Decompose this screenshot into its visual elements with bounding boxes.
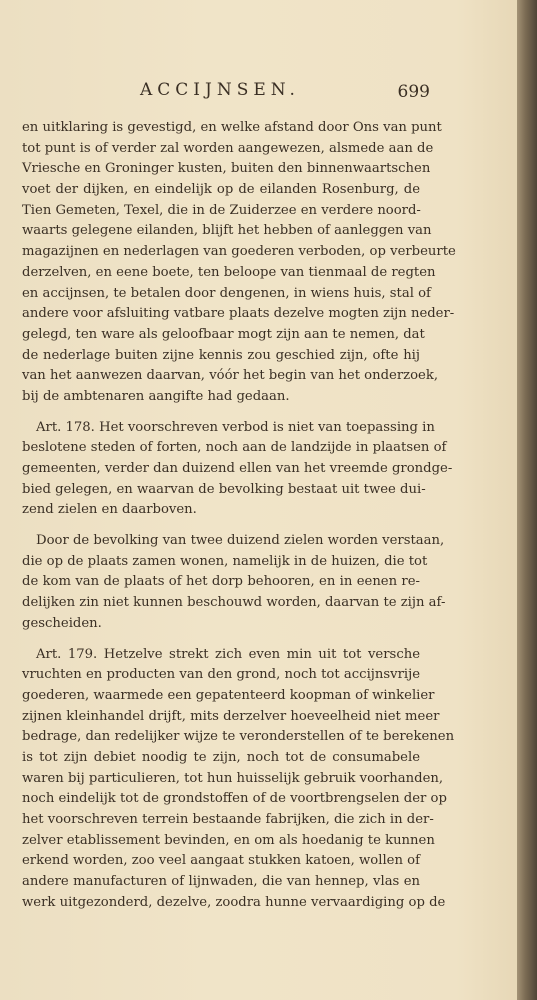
- text-line: gelegd, ten ware als geloofbaar mogt zijn aan te nemen, dat: [22, 326, 425, 342]
- text-line: het voorschreven terrein bestaande fabrijken, die zich in der-: [22, 812, 434, 827]
- text-line: erkend worden, zoo veel aangaat stukken katoen, wollen of: [22, 853, 420, 869]
- text-line: zelver etablissement bevinden, en om als hoedanig te kunnen: [22, 832, 435, 848]
- text-line: vruchten en producten van den grond, noch tot accijnsvrije: [22, 667, 420, 683]
- text-line: de nederlage buiten zijne kennis zou geschied zijn, ofte hij: [22, 347, 420, 363]
- text-line: bij de ambtenaren aangifte had gedaan.: [22, 388, 290, 404]
- body-text: [22, 118, 456, 913]
- text-line: die op de plaats zamen wonen, namelijk in de huizen, die tot: [22, 553, 428, 569]
- text-line: gescheiden.: [22, 615, 102, 631]
- text-line: derzelven, en eene boete, ten beloope van tienmaal de regten: [22, 264, 436, 280]
- text-line: delijken zin niet kunnen beschouwd worden, daarvan te zijn af-: [22, 595, 446, 611]
- page-header: [140, 80, 430, 110]
- text-line: voet der dijken, en eindelijk op de eilanden Rosenburg, de: [22, 182, 420, 198]
- text-line: noch eindelijk tot de grondstoffen of de voortbrengselen der op: [22, 791, 447, 807]
- paragraph: [22, 531, 446, 634]
- text-line: zijnen kleinhandel drijft, mits derzelver hoeveelheid niet meer: [22, 708, 440, 724]
- page-edge-shadow: [517, 0, 537, 1000]
- text-line: de kom van de plaats of het dorp behooren, en in eenen re-: [22, 574, 420, 590]
- text-line: Art. 178. Het voorschreven verbod is niet van toepassing in: [36, 419, 435, 435]
- page-number: 699: [397, 82, 430, 102]
- paragraph: [22, 118, 456, 408]
- text-line: waarts gelegene eilanden, blijft het hebben of aanleggen van: [22, 223, 432, 239]
- text-line: bied gelegen, en waarvan de bevolking bestaat uit twee dui-: [22, 481, 426, 497]
- text-line: Art. 179. Hetzelve strekt zich even min uit tot versche: [36, 646, 420, 662]
- text-line: tot punt is of verder zal worden aangewezen, alsmede aan de: [22, 140, 434, 156]
- text-line: en uitklaring is gevestigd, en welke afstand door Ons van punt: [22, 120, 442, 135]
- text-line: goederen, waarmede een gepatenteerd koopman of winkelier: [22, 687, 435, 703]
- text-line: andere manufacturen of lijnwaden, die van hennep, vlas en: [22, 874, 420, 890]
- text-line: Vriesche en Groninger kusten, buiten den binnenwaartschen: [22, 161, 431, 177]
- text-line: zend zielen en daarboven.: [22, 502, 197, 518]
- text-line: Tien Gemeten, Texel, die in de Zuiderzee en verdere noord-: [22, 202, 421, 218]
- text-line: van het aanwezen daarvan, vóór het begin van het onderzoek,: [22, 368, 439, 384]
- text-line: is tot zijn debiet noodig te zijn, noch tot de consumabele: [22, 749, 420, 765]
- text-line: werk uitgezonderd, dezelve, zoodra hunne vervaardiging op de: [22, 894, 446, 910]
- paragraph: [22, 418, 453, 521]
- text-line: gemeenten, verder dan duizend ellen van het vreemde grondge-: [22, 461, 453, 476]
- text-line: magazijnen en nederlagen van goederen verboden, op verbeurte: [22, 244, 456, 260]
- paragraph-gap: [22, 521, 420, 531]
- paragraph-gap: [22, 635, 420, 645]
- text-line: beslotene steden of forten, noch aan de landzijde in plaatsen of: [22, 440, 447, 456]
- text-line: en accijnsen, te betalen door dengenen, in wiens huis, stal of: [22, 285, 431, 301]
- paragraph-gap: [22, 408, 420, 418]
- running-head: ACCIJNSEN.: [140, 80, 300, 100]
- text-line: Door de bevolking van twee duizend zielen worden verstaan,: [36, 533, 445, 549]
- text-line: waren bij particulieren, tot hun huisselijk gebruik voorhanden,: [22, 770, 444, 786]
- text-line: andere voor afsluiting vatbare plaats dezelve mogten zijn neder-: [22, 306, 455, 322]
- text-line: bedrage, dan redelijker wijze te veronderstellen of te berekenen: [22, 729, 455, 745]
- paragraph: [22, 645, 455, 914]
